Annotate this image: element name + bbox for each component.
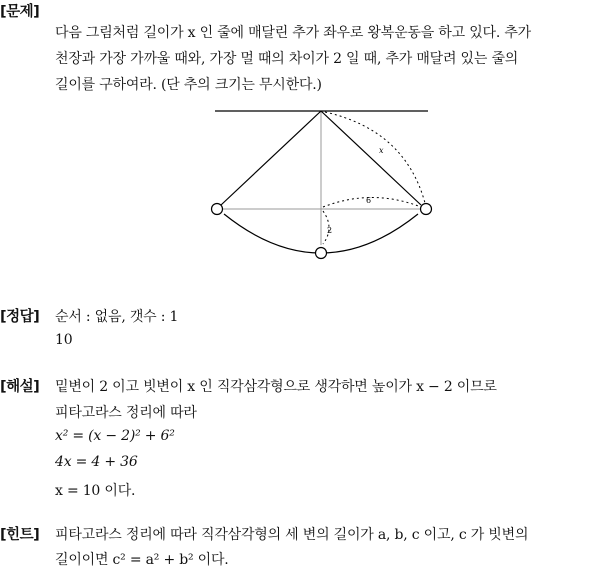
problem-text-line-2: 천장과 가장 가까울 때와, 가장 멀 때의 차이가 2 일 때, 추가 매달려 있는 줄의 (55, 51, 519, 67)
hint-line-1: 피타고라스 정리에 따라 직각삼각형의 세 변의 길이가 a, b, c 이고, c 가 빗변의 (55, 527, 529, 543)
problem-tag: [문제] (0, 4, 40, 20)
six-dimension-arc (323, 198, 421, 208)
bob-bottom (316, 248, 327, 259)
label-x: x (379, 146, 384, 155)
label-6: 6 (366, 196, 372, 205)
pendulum-figure (200, 100, 450, 270)
answer-line-1: 순서 : 없음, 갯수 : 1 (55, 309, 179, 325)
bob-left (212, 204, 223, 215)
solution-line-1: 밑변이 2 이고 빗변이 x 인 직각삼각형으로 생각하면 높이가 x − 2 이므로 (55, 379, 497, 395)
problem-text-line-1: 다음 그림처럼 길이가 x 인 줄에 매달린 추가 좌우로 왕복운동을 하고 있다. 추가 (55, 25, 531, 41)
label-2: 2 (327, 226, 333, 235)
x-dimension-arc (325, 112, 425, 203)
solution-tag: [해설] (0, 379, 40, 395)
string-left (221, 111, 321, 205)
solution-equation-1: x² = (x − 2)² + 6² (55, 428, 175, 444)
solution-equation-2: 4x = 4 + 36 (55, 454, 138, 470)
solution-equation-3: x = 10 이다. (55, 483, 136, 499)
hint-line-2: 길이이면 c² = a² + b² 이다. (55, 552, 229, 568)
bob-right (421, 204, 432, 215)
hint-tag: [힌트] (0, 527, 40, 543)
problem-text-line-3: 길이를 구하여라. (단 추의 크기는 무시한다.) (55, 77, 322, 93)
string-right (321, 111, 421, 205)
answer-tag: [정답] (0, 309, 40, 325)
answer-value: 10 (55, 332, 73, 348)
solution-line-2: 피타고라스 정리에 따라 (55, 405, 197, 421)
